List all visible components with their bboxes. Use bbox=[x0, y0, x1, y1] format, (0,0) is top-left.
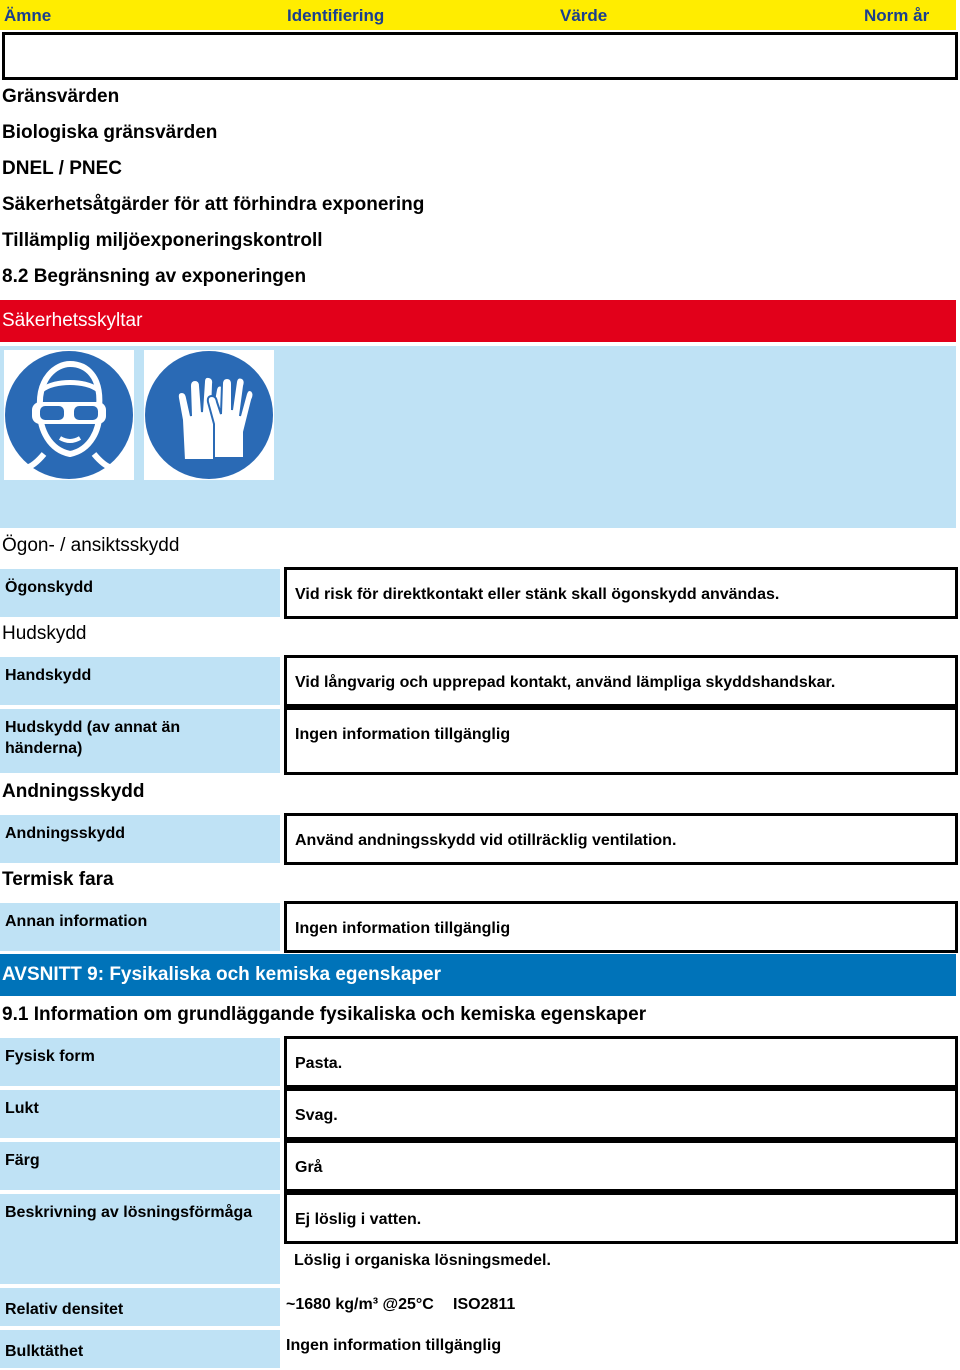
label-hudskydd-annat: Hudskydd (av annat än händerna) bbox=[0, 709, 280, 773]
sakerhetsskyltar-bar: Säkerhetsskyltar bbox=[0, 300, 956, 342]
label-bulk: Bulktäthet bbox=[0, 1330, 280, 1368]
value-ogonskydd: Vid risk för direktkontakt eller stänk skall ögonskydd användas. bbox=[284, 567, 958, 619]
heading-dnel: DNEL / PNEC bbox=[2, 158, 123, 179]
label-lukt: Lukt bbox=[0, 1090, 280, 1138]
label-fysisk: Fysisk form bbox=[0, 1038, 280, 1086]
value-lukt: Svag. bbox=[284, 1088, 958, 1140]
value-losning-1: Ej löslig i vatten. bbox=[284, 1192, 958, 1244]
header-amne: Ämne bbox=[4, 6, 52, 25]
label-ogonskydd: Ögonskydd bbox=[0, 569, 280, 617]
eye-protection-sign bbox=[4, 350, 134, 480]
label-losning: Beskrivning av lösningsförmåga bbox=[0, 1194, 280, 1284]
avsnitt9-bar: AVSNITT 9: Fysikaliska och kemiska egenskaper bbox=[0, 954, 956, 996]
heading-begransning: 8.2 Begränsning av exponeringen bbox=[2, 266, 307, 287]
eye-protection-icon bbox=[4, 350, 134, 480]
value-hudskydd-annat: Ingen information tillgänglig bbox=[284, 707, 958, 775]
header-varde: Värde bbox=[560, 6, 608, 25]
header-norm-ar: Norm år bbox=[864, 6, 930, 25]
heading-andningsskydd: Andningsskydd bbox=[2, 781, 145, 802]
label-farg: Färg bbox=[0, 1142, 280, 1190]
value-andningsskydd: Använd andningsskydd vid otillräcklig ventilation. bbox=[284, 813, 958, 865]
empty-row-box bbox=[2, 32, 958, 80]
value-fysisk: Pasta. bbox=[284, 1036, 958, 1088]
label-handskydd: Handskydd bbox=[0, 657, 280, 705]
heading-biologiska: Biologiska gränsvärden bbox=[2, 122, 218, 143]
heading-ogon-ansikt: Ögon- / ansiktsskydd bbox=[2, 535, 180, 556]
gloves-icon bbox=[144, 350, 274, 480]
value-losning-2: Löslig i organiska lösningsmedel. bbox=[294, 1252, 551, 1269]
heading-hudskydd: Hudskydd bbox=[2, 623, 87, 644]
norm-densitet: ISO2811 bbox=[453, 1296, 516, 1313]
table-header bbox=[0, 0, 956, 30]
value-bulk: Ingen information tillgänglig bbox=[286, 1337, 502, 1354]
heading-gransvarden: Gränsvärden bbox=[2, 86, 120, 107]
heading-info91: 9.1 Information om grundläggande fysikaliska och kemiska egenskaper bbox=[2, 1004, 647, 1025]
value-handskydd: Vid långvarig och upprepad kontakt, använd lämpliga skyddshandskar. bbox=[284, 655, 958, 707]
value-annan: Ingen information tillgänglig bbox=[284, 901, 958, 953]
value-densitet: ~1680 kg/m³ @25°C bbox=[286, 1296, 434, 1313]
gloves-sign bbox=[144, 350, 274, 480]
label-andningsskydd: Andningsskydd bbox=[0, 815, 280, 863]
heading-termisk: Termisk fara bbox=[2, 869, 114, 890]
value-farg: Grå bbox=[284, 1140, 958, 1192]
label-annan: Annan information bbox=[0, 903, 280, 951]
safety-signs-area bbox=[0, 346, 956, 528]
heading-miljo: Tillämplig miljöexponeringskontroll bbox=[2, 230, 323, 251]
heading-sakerhetsatgarder: Säkerhetsåtgärder för att förhindra exponering bbox=[2, 194, 425, 215]
label-densitet: Relativ densitet bbox=[0, 1288, 280, 1326]
header-identifiering: Identifiering bbox=[287, 6, 385, 25]
